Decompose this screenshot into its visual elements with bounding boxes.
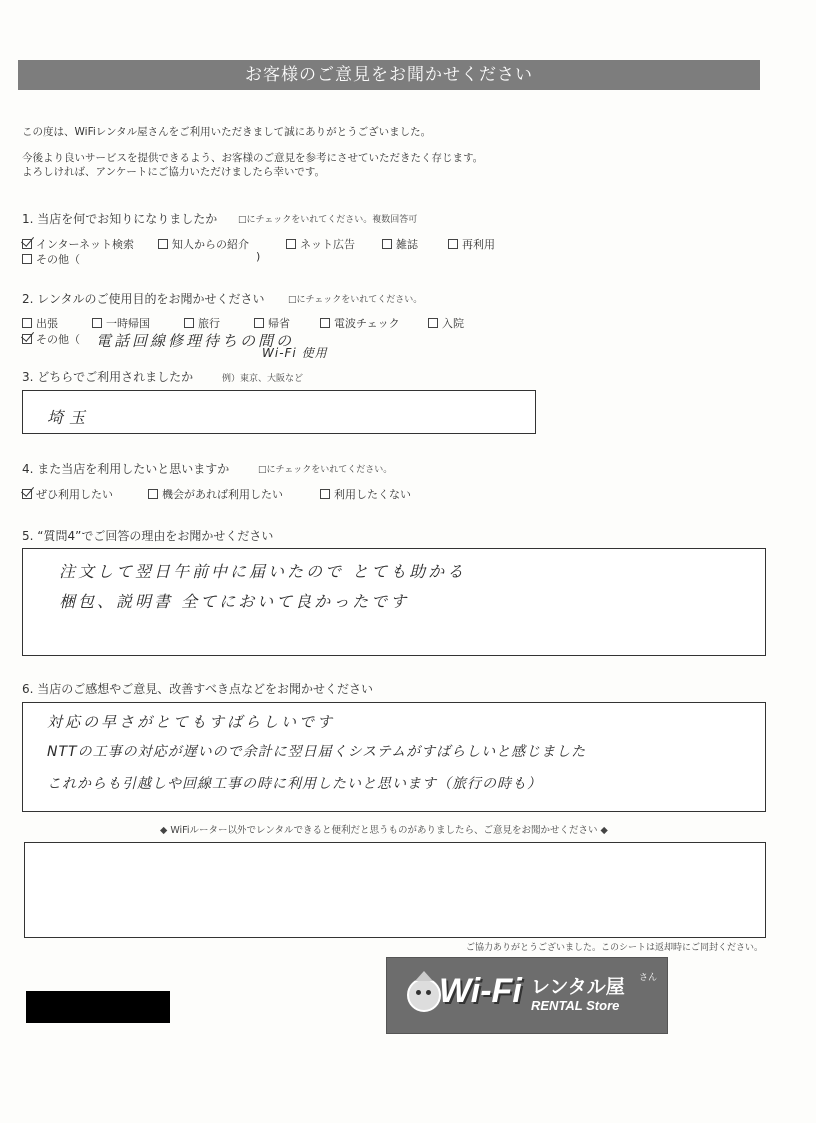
q6-answer-box[interactable]	[22, 702, 766, 812]
checkbox-icon[interactable]	[254, 318, 264, 328]
q1-option-other[interactable]: その他（	[22, 251, 80, 267]
q2-option-homecoming[interactable]: 一時帰国	[92, 315, 150, 331]
redaction-block	[26, 991, 170, 1023]
checkbox-icon[interactable]	[184, 318, 194, 328]
q1-option-referral[interactable]: 知人からの紹介	[158, 236, 249, 252]
q3-label: 3. どちらでご利用されましたか	[22, 370, 194, 384]
q4-option-no[interactable]: 利用したくない	[320, 486, 411, 502]
q6-answer-line-1: 対応の早さがとてもすばらしいです	[47, 713, 336, 731]
q6-answer-line-2: NTTの工事の対応が遅いので余計に翌日届くシステムがすばらしいと感じました	[47, 744, 587, 760]
logo-wifi-text: Wi-Fi	[439, 972, 522, 1010]
intro-line-3: よろしければ、アンケートにご協力いただけましたら幸いです。	[22, 166, 326, 178]
q2-option-other[interactable]: その他（	[22, 331, 80, 347]
checkbox-icon[interactable]	[428, 318, 438, 328]
q1-option-internet[interactable]: インターネット検索	[22, 236, 134, 252]
q1-option-net-ad[interactable]: ネット広告	[286, 236, 355, 252]
intro-line-2: 今後より良いサービスを提供できるよう、お客様のご意見を参考にさせていただきたく存じます。	[22, 152, 484, 164]
q4-option-definitely[interactable]: ぜひ利用したい	[22, 486, 113, 502]
q5-label: 5. “質問4”でご回答の理由をお聞かせください	[22, 529, 274, 543]
checkbox-icon[interactable]	[148, 489, 158, 499]
q2-option-signal-check[interactable]: 電波チェック	[320, 315, 400, 331]
logo-jp-text: レンタル屋	[531, 976, 625, 998]
checkbox-checked-icon[interactable]	[22, 239, 32, 249]
intro-line-1: この度は、WiFiレンタル屋さんをご利用いただきまして誠にありがとうございました。	[22, 126, 432, 138]
checkbox-icon[interactable]	[22, 254, 32, 264]
q3-example: 例）東京、大阪など	[222, 374, 304, 384]
checkbox-icon[interactable]	[158, 239, 168, 249]
q3-answer-box[interactable]	[22, 390, 536, 434]
q6-label: 6. 当店のご感想やご意見、改善すべき点などをお聞かせください	[22, 682, 374, 696]
q4-note: □にチェックをいれてください。	[258, 465, 393, 475]
crown-mascot-icon	[407, 978, 441, 1012]
wifi-rental-logo	[386, 957, 668, 1034]
request-label: ◆ WiFiルーター以外でレンタルできると便利だと思うものがありましたら、ご意見をお聞かせください ◆	[160, 825, 608, 836]
checkbox-icon[interactable]	[22, 318, 32, 328]
survey-title: お客様のご意見をお聞かせください	[18, 60, 760, 90]
logo-san-text: さん	[639, 973, 658, 983]
q2-option-travel[interactable]: 旅行	[184, 315, 220, 331]
q4-label: 4. また当店を利用したいと思いますか	[22, 462, 230, 476]
q2-other-handwritten-1: 電話回線修理待ちの間の	[96, 332, 295, 350]
q2-option-visit-home[interactable]: 帰省	[254, 315, 290, 331]
footer-note: ご協力ありがとうございました。このシートは返却時にご同封ください。	[466, 943, 764, 953]
q1-note: □にチェックをいれてください。複数回答可	[238, 215, 418, 225]
q2-other-handwritten-2: Wi-Fi 使用	[262, 346, 328, 360]
checkbox-icon[interactable]	[320, 489, 330, 499]
q3-answer-handwritten: 埼玉	[47, 408, 92, 427]
checkbox-checked-icon[interactable]	[22, 489, 32, 499]
q2-note: □にチェックをいれてください。	[288, 295, 423, 305]
checkbox-icon[interactable]	[320, 318, 330, 328]
logo-en-text: RENTAL Store	[531, 998, 620, 1013]
checkbox-icon[interactable]	[382, 239, 392, 249]
q2-label: 2. レンタルのご使用目的をお聞かせください	[22, 292, 265, 306]
q1-label: 1. 当店を何でお知りになりましたか	[22, 212, 218, 226]
q2-option-hospital[interactable]: 入院	[428, 315, 464, 331]
q5-answer-line-1: 注文して翌日午前中に届いたので とても助かる	[59, 562, 467, 581]
checkbox-icon[interactable]	[286, 239, 296, 249]
checkbox-icon[interactable]	[92, 318, 102, 328]
q5-answer-line-2: 梱包、説明書 全てにおいて良かったです	[59, 592, 410, 611]
q5-answer-box[interactable]	[22, 548, 766, 656]
q4-option-maybe[interactable]: 機会があれば利用したい	[148, 486, 283, 502]
q6-answer-line-3: これからも引越しや回線工事の時に利用したいと思います（旅行の時も）	[47, 776, 542, 792]
request-answer-box[interactable]	[24, 842, 766, 938]
q1-option-reuse[interactable]: 再利用	[448, 236, 495, 252]
q2-option-business[interactable]: 出張	[22, 315, 58, 331]
checkbox-checked-icon[interactable]	[22, 334, 32, 344]
q1-option-magazine[interactable]: 雑誌	[382, 236, 418, 252]
q1-other-close-paren: )	[256, 250, 261, 263]
checkbox-icon[interactable]	[448, 239, 458, 249]
